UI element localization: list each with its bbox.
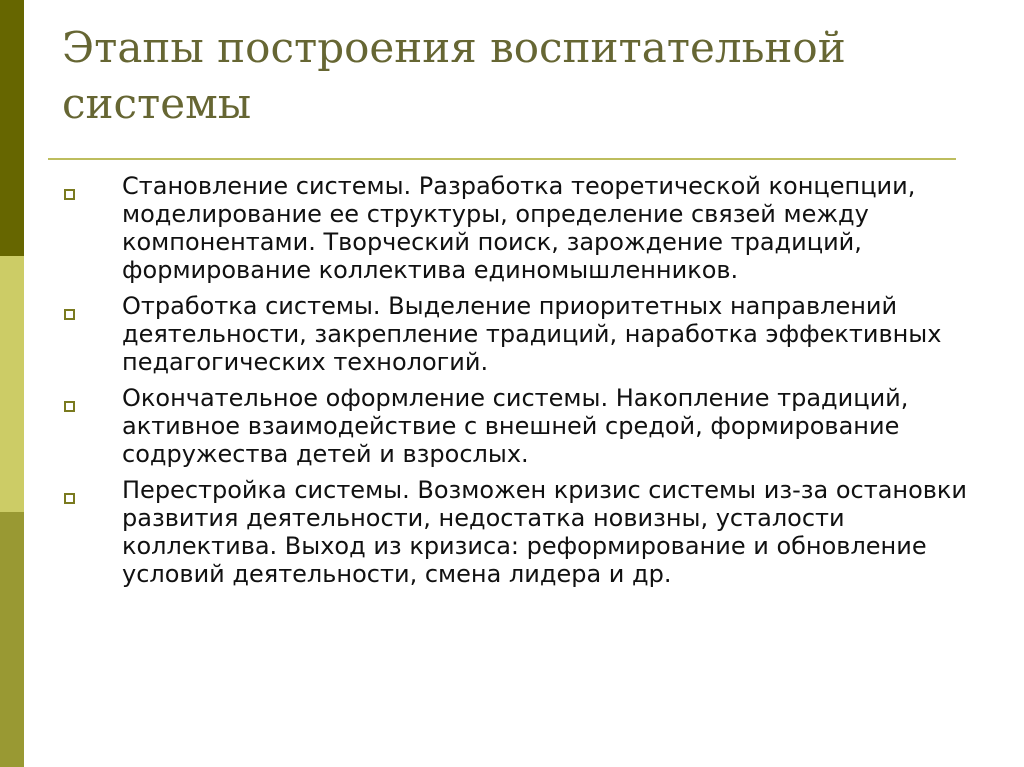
hollow-square-bullet-icon xyxy=(64,401,75,412)
bullet-text: Становление системы. Разработка теоретической концепции, моделирование ее структуры, определение связей между компонентами. Творческий поиск, зарождение традиций, формирование коллектива единомышленников. xyxy=(122,172,916,284)
left-accent-bar xyxy=(0,0,24,767)
left-accent-bar-light-segment xyxy=(0,256,24,512)
title-divider xyxy=(48,158,956,160)
list-item xyxy=(56,172,976,284)
hollow-square-bullet-icon xyxy=(64,309,75,320)
list-item xyxy=(56,476,976,588)
bullet-text: Отработка системы. Выделение приоритетных направлений деятельности, закрепление традиций, наработка эффективных педагогических технологий. xyxy=(122,292,942,376)
left-accent-bar-dark-segment xyxy=(0,0,24,256)
slide-title: Этапы построения воспитательной системы xyxy=(62,23,846,128)
hollow-square-bullet-icon xyxy=(64,493,75,504)
bullet-text: Перестройка системы. Возможен кризис системы из-за остановки развития деятельности, недостатка новизны, усталости коллектива. Выход из кризиса: реформирование и обновление условий деятельности, смена лидера и др. xyxy=(122,476,968,588)
hollow-square-bullet-icon xyxy=(64,189,75,200)
left-accent-bar-mid-segment xyxy=(0,512,24,767)
bullet-text: Окончательное оформление системы. Накопление традиций, активное взаимодействие с внешней средой, формирование содружества детей и взрослых. xyxy=(122,384,909,468)
list-item xyxy=(56,292,976,376)
list-item xyxy=(56,384,976,468)
bullet-list xyxy=(56,172,976,596)
